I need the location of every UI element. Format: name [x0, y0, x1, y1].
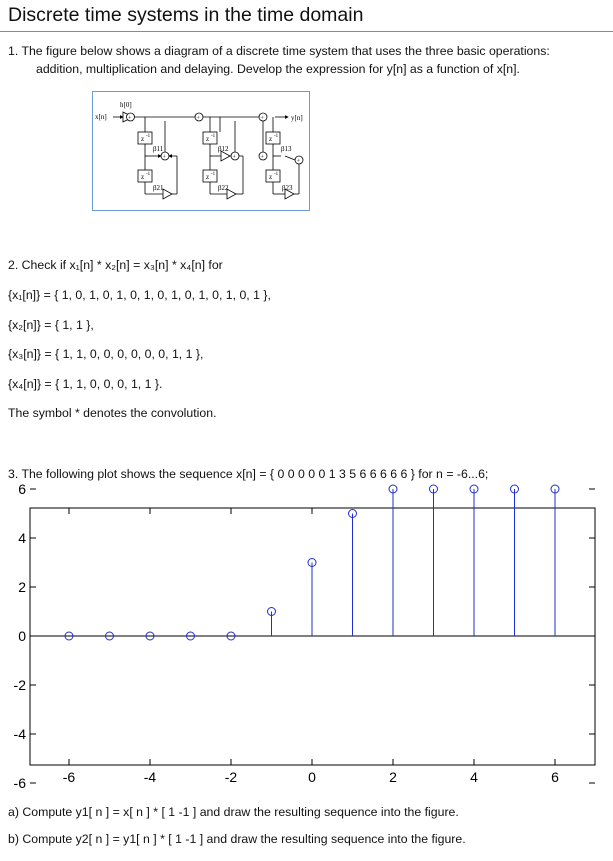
x-tick-label: -6	[62, 769, 76, 785]
x-tick-label: -4	[143, 769, 157, 785]
x-tick-label: 4	[470, 769, 478, 785]
diagram-input-label: x[n]	[95, 113, 107, 121]
beta-11-label: β11	[153, 145, 164, 153]
delay-block-label: z	[269, 173, 273, 181]
plot-frame	[30, 508, 595, 765]
y-tick-label: -4	[13, 726, 26, 742]
q3-part-a: a) Compute y1[ n ] = x[ n ] * [ 1 -1 ] and draw the resulting sequence into the figure.	[8, 805, 459, 819]
beta-23-label: β23	[282, 184, 293, 192]
system-diagram	[93, 92, 309, 210]
delay-exponent: -1	[146, 134, 151, 139]
q2-x2: {x₂[n]} = { 1, 1 },	[8, 318, 94, 332]
q2-x3: {x₃[n]} = { 1, 1, 0, 0, 0, 0, 0, 0, 1, 1 },	[8, 347, 204, 361]
delay-exponent: -1	[211, 134, 216, 139]
adder-plus: +	[162, 154, 166, 161]
adder-plus: +	[128, 115, 132, 122]
system-diagram-frame	[92, 91, 310, 211]
y-tick-label: 4	[18, 530, 26, 546]
y-tick-label: 6	[18, 481, 26, 497]
beta-13-label: β13	[281, 145, 292, 153]
y-tick-label: 0	[18, 628, 26, 644]
x-tick-label: 6	[551, 769, 559, 785]
delay-exponent: -1	[274, 134, 279, 139]
diagram-h0-label: h[0]	[120, 101, 132, 109]
x-tick-label: -2	[224, 769, 238, 785]
adder-plus: +	[260, 154, 264, 161]
page-title: Discrete time systems in the time domain	[8, 4, 364, 26]
adder-plus: +	[232, 154, 236, 161]
beta-22-label: β22	[218, 184, 229, 192]
q3-line1: 3. The following plot shows the sequence x[n] = { 0 0 0 0 0 1 3 5 6 6 6 6 6 } for n = -6...6;	[8, 467, 489, 481]
q2-x1: {x₁[n]} = { 1, 0, 1, 0, 1, 0, 1, 0, 1, 0, 1, 0, 1, 0, 1 },	[8, 288, 271, 302]
delay-block-label: z	[269, 135, 273, 143]
delay-exponent: -1	[211, 172, 216, 177]
adder-plus: +	[296, 158, 300, 165]
stem-plot	[0, 481, 613, 791]
y-tick-label: -6	[13, 775, 26, 791]
y-tick-label: -2	[13, 677, 26, 693]
q1-line2: addition, multiplication and delaying. Develop the expression for y[n] as a function of x[n].	[36, 62, 520, 76]
q2-line1: 2. Check if x₁[n] * x₂[n] = x₃[n] * x₄[n] for	[8, 258, 223, 272]
q3-part-b: b) Compute y2[ n ] = y1[ n ] * [ 1 -1 ] and draw the resulting sequence into the figure.	[8, 832, 466, 846]
q2-note: The symbol * denotes the convolution.	[8, 406, 217, 420]
delay-block-label: z	[141, 173, 145, 181]
delay-block-label: z	[206, 173, 210, 181]
adder-plus: +	[196, 115, 200, 122]
y-tick-label: 2	[18, 579, 26, 595]
adder-plus: +	[260, 115, 264, 122]
x-tick-label: 2	[389, 769, 397, 785]
title-underline	[0, 31, 613, 32]
beta-21-label: β21	[153, 184, 164, 192]
q1-line1: 1. The figure below shows a diagram of a discrete time system that uses the three basic operations:	[8, 44, 550, 58]
delay-exponent: -1	[274, 172, 279, 177]
x-tick-label: 0	[308, 769, 316, 785]
delay-block-label: z	[141, 135, 145, 143]
q2-x4: {x₄[n]} = { 1, 1, 0, 0, 0, 1, 1 }.	[8, 377, 163, 391]
diagram-output-label: y[n]	[291, 114, 303, 122]
delay-block-label: z	[206, 135, 210, 143]
delay-exponent: -1	[146, 172, 151, 177]
beta-12-label: β12	[218, 145, 229, 153]
